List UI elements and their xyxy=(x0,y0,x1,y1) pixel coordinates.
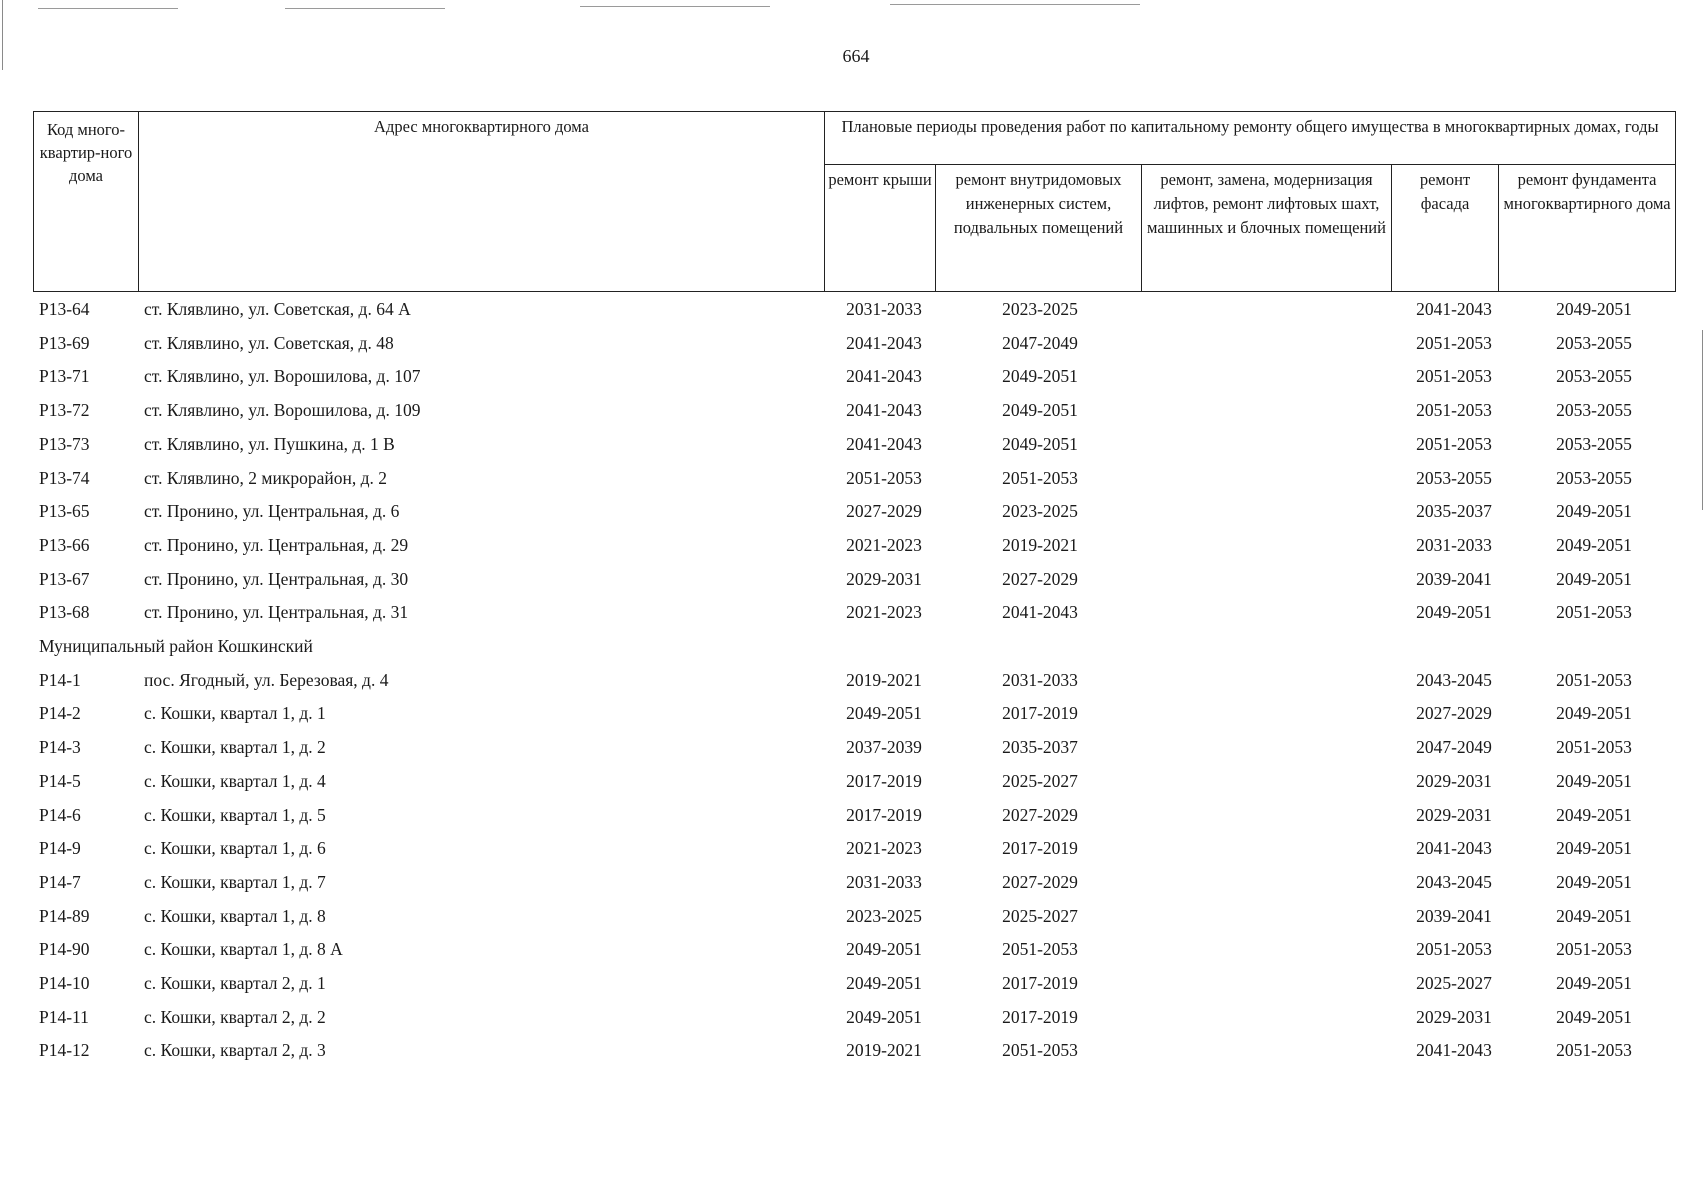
cell-code: P14-2 xyxy=(39,703,81,724)
cell-engineering: 2023-2025 xyxy=(1002,299,1078,319)
cell-code: P14-3 xyxy=(39,737,81,758)
cell-roof: 2037-2039 xyxy=(846,737,922,758)
cell-engineering: 2017-2019 xyxy=(1002,973,1078,993)
header-engineering: ремонт внутридомовых инженерных систем, подвальных помещений xyxy=(936,165,1142,292)
cell-address: с. Кошки, квартал 1, д. 7 xyxy=(144,871,326,892)
cell-address: ст. Пронино, ул. Центральная, д. 31 xyxy=(144,602,409,623)
cell-engineering: 2023-2025 xyxy=(1002,501,1078,522)
scan-artifact-line xyxy=(38,8,178,9)
cell-facade: 2049-2051 xyxy=(1416,602,1492,623)
cell-code: P13-71 xyxy=(39,366,90,387)
cell-address: ст. Клявлино, ул. Советская, д. 64 А xyxy=(144,299,411,319)
page-number: 664 xyxy=(842,46,870,66)
cell-foundation: 2053-2055 xyxy=(1556,332,1632,353)
cell-code: P14-90 xyxy=(39,939,90,960)
cell-foundation: 2049-2051 xyxy=(1556,568,1632,589)
table-row xyxy=(0,936,1706,966)
cell-engineering: 2051-2053 xyxy=(1002,1040,1078,1061)
table-row xyxy=(0,397,1706,427)
cell-foundation: 2049-2051 xyxy=(1556,973,1632,993)
cell-code: P14-9 xyxy=(39,838,81,859)
cell-facade: 2041-2043 xyxy=(1416,299,1492,319)
table-row xyxy=(0,768,1706,798)
cell-code: P13-65 xyxy=(39,501,90,522)
cell-foundation: 2053-2055 xyxy=(1556,400,1632,421)
cell-address: с. Кошки, квартал 1, д. 8 xyxy=(144,905,326,926)
cell-foundation: 2053-2055 xyxy=(1556,467,1632,488)
cell-address: с. Кошки, квартал 1, д. 4 xyxy=(144,770,326,791)
cell-facade: 2029-2031 xyxy=(1416,770,1492,791)
cell-address: с. Кошки, квартал 2, д. 2 xyxy=(144,1006,326,1027)
cell-engineering: 2041-2043 xyxy=(1002,602,1078,623)
cell-facade: 2025-2027 xyxy=(1416,973,1492,993)
cell-roof: 2051-2053 xyxy=(846,467,922,488)
scan-artifact-line xyxy=(580,6,770,7)
cell-roof: 2021-2023 xyxy=(846,838,922,859)
cell-facade: 2029-2031 xyxy=(1416,1006,1492,1027)
cell-facade: 2041-2043 xyxy=(1416,838,1492,859)
cell-facade: 2047-2049 xyxy=(1416,737,1492,758)
table-row xyxy=(0,498,1706,528)
cell-address: ст. Клявлино, ул. Пушкина, д. 1 В xyxy=(144,433,395,454)
cell-code: P13-64 xyxy=(39,299,90,319)
cell-facade: 2039-2041 xyxy=(1416,905,1492,926)
cell-roof: 2017-2019 xyxy=(846,804,922,825)
table-row xyxy=(0,330,1706,360)
cell-facade: 2031-2033 xyxy=(1416,534,1492,555)
cell-foundation: 2049-2051 xyxy=(1556,1006,1632,1027)
cell-address: ст. Клявлино, ул. Ворошилова, д. 109 xyxy=(144,400,421,421)
cell-code: P14-10 xyxy=(39,973,90,993)
cell-facade: 2041-2043 xyxy=(1416,1040,1492,1061)
header-periods-group: Плановые периоды проведения работ по капитальному ремонту общего имущества в многоквартирных домах, годы xyxy=(825,112,1676,165)
cell-facade: 2051-2053 xyxy=(1416,433,1492,454)
cell-roof: 2031-2033 xyxy=(846,299,922,319)
table-row xyxy=(0,667,1706,697)
cell-engineering: 2049-2051 xyxy=(1002,433,1078,454)
cell-facade: 2027-2029 xyxy=(1416,703,1492,724)
cell-facade: 2051-2053 xyxy=(1416,939,1492,960)
cell-roof: 2021-2023 xyxy=(846,602,922,623)
cell-code: P14-7 xyxy=(39,871,81,892)
cell-address: ст. Клявлино, ул. Ворошилова, д. 107 xyxy=(144,366,421,387)
cell-foundation: 2051-2053 xyxy=(1556,602,1632,623)
cell-roof: 2029-2031 xyxy=(846,568,922,589)
cell-engineering: 2047-2049 xyxy=(1002,332,1078,353)
cell-address: с. Кошки, квартал 1, д. 8 А xyxy=(144,939,343,960)
cell-address: с. Кошки, квартал 2, д. 3 xyxy=(144,1040,326,1061)
cell-foundation: 2049-2051 xyxy=(1556,703,1632,724)
cell-code: P14-1 xyxy=(39,669,81,690)
cell-code: P13-69 xyxy=(39,332,90,353)
table-row xyxy=(0,869,1706,899)
cell-roof: 2031-2033 xyxy=(846,871,922,892)
cell-facade: 2035-2037 xyxy=(1416,501,1492,522)
cell-address: с. Кошки, квартал 1, д. 6 xyxy=(144,838,326,859)
cell-foundation: 2053-2055 xyxy=(1556,366,1632,387)
cell-facade: 2043-2045 xyxy=(1416,669,1492,690)
table-row xyxy=(0,296,1706,326)
cell-facade: 2039-2041 xyxy=(1416,568,1492,589)
cell-address: с. Кошки, квартал 2, д. 1 xyxy=(144,973,326,993)
cell-engineering: 2051-2053 xyxy=(1002,939,1078,960)
cell-facade: 2051-2053 xyxy=(1416,400,1492,421)
header-foundation: ремонт фундамента многоквартирного дома xyxy=(1499,165,1676,292)
cell-roof: 2049-2051 xyxy=(846,1006,922,1027)
cell-engineering: 2051-2053 xyxy=(1002,467,1078,488)
cell-foundation: 2049-2051 xyxy=(1556,299,1632,319)
cell-roof: 2049-2051 xyxy=(846,939,922,960)
cell-address: ст. Пронино, ул. Центральная, д. 29 xyxy=(144,534,409,555)
cell-engineering: 2017-2019 xyxy=(1002,703,1078,724)
header-address: Адрес многоквартирного дома xyxy=(139,112,825,292)
table-header xyxy=(33,111,1676,292)
cell-code: P13-67 xyxy=(39,568,90,589)
cell-engineering: 2049-2051 xyxy=(1002,400,1078,421)
cell-roof: 2041-2043 xyxy=(846,366,922,387)
cell-code: P14-11 xyxy=(39,1006,89,1027)
cell-facade: 2043-2045 xyxy=(1416,871,1492,892)
cell-address: ст. Пронино, ул. Центральная, д. 6 xyxy=(144,501,400,522)
cell-roof: 2041-2043 xyxy=(846,332,922,353)
table-row xyxy=(0,599,1706,629)
cell-roof: 2041-2043 xyxy=(846,400,922,421)
table-row xyxy=(0,835,1706,865)
cell-engineering: 2027-2029 xyxy=(1002,804,1078,825)
cell-roof: 2019-2021 xyxy=(846,669,922,690)
cell-code: P14-5 xyxy=(39,770,81,791)
table-row xyxy=(0,532,1706,562)
table-row xyxy=(0,734,1706,764)
cell-facade: 2051-2053 xyxy=(1416,332,1492,353)
cell-engineering: 2035-2037 xyxy=(1002,737,1078,758)
cell-code: P13-68 xyxy=(39,602,90,623)
cell-foundation: 2049-2051 xyxy=(1556,871,1632,892)
table-row xyxy=(0,700,1706,730)
cell-roof: 2021-2023 xyxy=(846,534,922,555)
table-row xyxy=(0,1037,1706,1067)
cell-foundation: 2049-2051 xyxy=(1556,804,1632,825)
table-row xyxy=(0,903,1706,933)
cell-engineering: 2049-2051 xyxy=(1002,366,1078,387)
table-row xyxy=(0,465,1706,495)
cell-foundation: 2049-2051 xyxy=(1556,501,1632,522)
cell-foundation: 2051-2053 xyxy=(1556,669,1632,690)
scan-artifact-line xyxy=(890,4,1140,5)
cell-engineering: 2017-2019 xyxy=(1002,1006,1078,1027)
cell-engineering: 2027-2029 xyxy=(1002,871,1078,892)
cell-foundation: 2053-2055 xyxy=(1556,433,1632,454)
scan-artifact-line xyxy=(285,8,445,9)
cell-facade: 2053-2055 xyxy=(1416,467,1492,488)
cell-engineering: 2031-2033 xyxy=(1002,669,1078,690)
cell-code: P13-74 xyxy=(39,467,90,488)
cell-address: пос. Ягодный, ул. Березовая, д. 4 xyxy=(144,669,389,690)
cell-foundation: 2049-2051 xyxy=(1556,905,1632,926)
cell-foundation: 2049-2051 xyxy=(1556,770,1632,791)
cell-foundation: 2049-2051 xyxy=(1556,838,1632,859)
cell-engineering: 2017-2019 xyxy=(1002,838,1078,859)
cell-address: ст. Клявлино, 2 микрорайон, д. 2 xyxy=(144,467,388,488)
cell-foundation: 2051-2053 xyxy=(1556,1040,1632,1061)
header-roof: ремонт крыши xyxy=(825,165,936,292)
cell-roof: 2049-2051 xyxy=(846,703,922,724)
cell-code: P14-89 xyxy=(39,905,90,926)
table-row xyxy=(0,566,1706,596)
cell-foundation: 2051-2053 xyxy=(1556,939,1632,960)
cell-address: ст. Клявлино, ул. Советская, д. 48 xyxy=(144,332,394,353)
cell-code: P13-73 xyxy=(39,433,90,454)
header-elevators: ремонт, замена, модернизация лифтов, ремонт лифтовых шахт, машинных и блочных помещений xyxy=(1142,165,1392,292)
table-row xyxy=(0,970,1706,1000)
cell-facade: 2051-2053 xyxy=(1416,366,1492,387)
cell-roof: 2023-2025 xyxy=(846,905,922,926)
cell-facade: 2029-2031 xyxy=(1416,804,1492,825)
scan-artifact-edge xyxy=(2,0,3,70)
table-row xyxy=(0,1004,1706,1034)
cell-code: P14-6 xyxy=(39,804,81,825)
cell-address: с. Кошки, квартал 1, д. 2 xyxy=(144,737,326,758)
cell-foundation: 2051-2053 xyxy=(1556,737,1632,758)
cell-roof: 2017-2019 xyxy=(846,770,922,791)
header-code: Код много-квартир-ного дома xyxy=(34,112,139,292)
table-row xyxy=(0,431,1706,461)
cell-code: P13-72 xyxy=(39,400,90,421)
cell-code: P14-12 xyxy=(39,1040,90,1061)
section-row xyxy=(0,633,1706,663)
cell-engineering: 2027-2029 xyxy=(1002,568,1078,589)
cell-roof: 2019-2021 xyxy=(846,1040,922,1061)
table-row xyxy=(0,802,1706,832)
cell-code: P13-66 xyxy=(39,534,90,555)
cell-roof: 2041-2043 xyxy=(846,433,922,454)
header-facade: ремонт фасада xyxy=(1392,165,1499,292)
cell-roof: 2049-2051 xyxy=(846,973,922,993)
cell-address: с. Кошки, квартал 1, д. 1 xyxy=(144,703,326,724)
cell-foundation: 2049-2051 xyxy=(1556,534,1632,555)
section-title: Муниципальный район Кошкинский xyxy=(39,636,313,656)
cell-engineering: 2025-2027 xyxy=(1002,905,1078,926)
cell-address: ст. Пронино, ул. Центральная, д. 30 xyxy=(144,568,409,589)
cell-address: с. Кошки, квартал 1, д. 5 xyxy=(144,804,326,825)
cell-engineering: 2019-2021 xyxy=(1002,534,1078,555)
table-row xyxy=(0,363,1706,393)
cell-roof: 2027-2029 xyxy=(846,501,922,522)
cell-engineering: 2025-2027 xyxy=(1002,770,1078,791)
